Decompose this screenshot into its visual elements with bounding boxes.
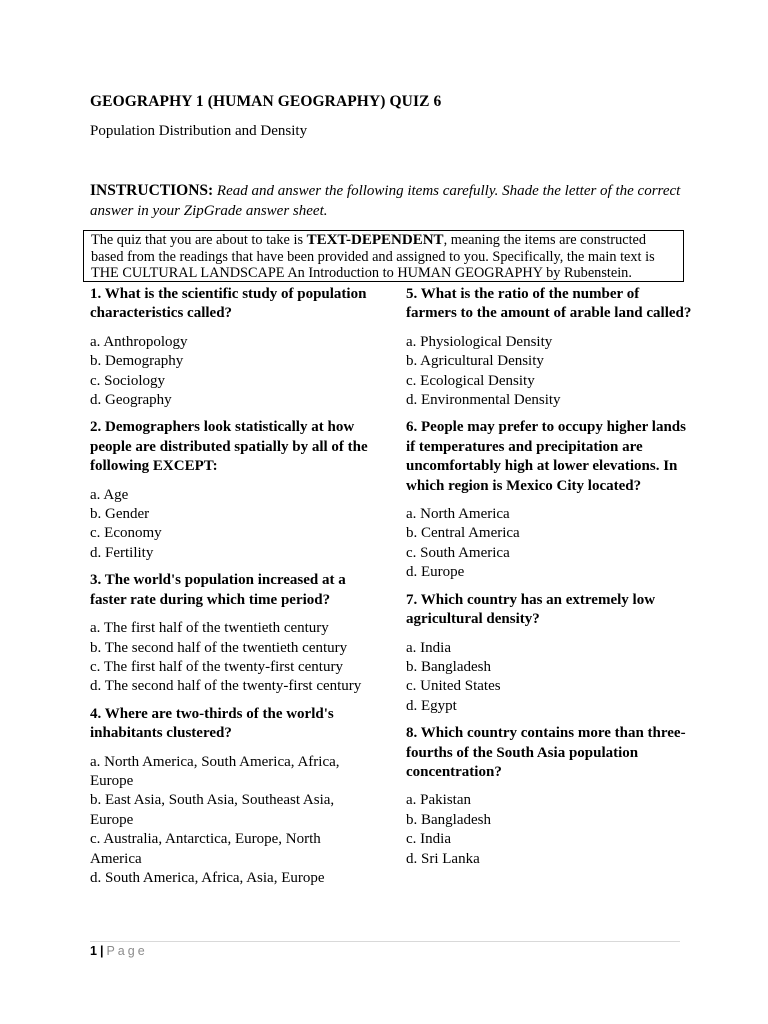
note-text-2: , meaning the items are constructed based from the readings that have been provided and assigned to you. Specifically, the main text is THE CULTURAL LANDSCAPE An Introduction to HUMAN GEOGRAPHY by Rubenstein. [91, 232, 655, 281]
question-text: 1. What is the scientific study of population characteristics called? [90, 286, 367, 322]
option: a. Anthropology [90, 333, 188, 350]
question-5 [406, 285, 692, 410]
option: a. The first half of the twentieth century [90, 620, 329, 637]
option: b. Bangladesh [406, 811, 491, 828]
page-footer [90, 944, 148, 958]
page-number: 1 [90, 944, 97, 958]
question-3 [90, 571, 370, 696]
option: c. Sociology [90, 372, 165, 389]
page-title: GEOGRAPHY 1 (HUMAN GEOGRAPHY) QUIZ 6 [90, 93, 442, 110]
question-8 [406, 724, 692, 869]
option: a. Physiological Density [406, 333, 553, 350]
option: d. Fertility [90, 544, 154, 561]
question-1 [90, 285, 370, 410]
options-list [406, 791, 692, 869]
option: c. Ecological Density [406, 372, 535, 389]
option: b. Bangladesh [406, 658, 491, 675]
option: a. Pakistan [406, 792, 471, 809]
question-text: 7. Which country has an extremely low agricultural density? [406, 591, 656, 628]
footer-divider [90, 941, 680, 942]
options-list [90, 619, 370, 697]
instructions [90, 181, 690, 221]
page-label: Page [106, 944, 148, 958]
page-subtitle: Population Distribution and Density [90, 123, 308, 139]
option: c. United States [406, 678, 501, 695]
right-column [406, 285, 692, 869]
question-text: 6. People may prefer to occupy higher lands if temperatures and precipitation are uncomfortably high at lower elevations. In which region is Mexico City located? [406, 419, 686, 494]
question-text: 5. What is the ratio of the number of farmers to the amount of arable land called? [406, 286, 692, 322]
question-7 [406, 591, 692, 716]
left-column [90, 285, 370, 888]
instructions-text: Read and answer the following items carefully. Shade the letter of the correct answer in your ZipGrade answer sheet. [90, 183, 681, 219]
option: a. Age [90, 486, 129, 503]
footer-separator: | [99, 944, 104, 958]
options-list [406, 639, 692, 717]
option: b. Demography [90, 353, 184, 370]
question-text: 3. The world's population increased at a faster rate during which time period? [90, 572, 346, 608]
option: b. Gender [90, 506, 150, 523]
option: d. Geography [90, 392, 172, 409]
question-text: 2. Demographers look statistically at how people are distributed spatially by all of the following EXCEPT: [90, 419, 368, 475]
option: b. The second half of the twentieth century [90, 639, 348, 656]
option: a. India [406, 639, 451, 656]
options-list [90, 753, 370, 889]
options-list [90, 333, 370, 411]
option: b. Agricultural Density [406, 353, 544, 370]
question-6 [406, 418, 692, 582]
question-text: 8. Which country contains more than three-fourths of the South Asia population concentration? [406, 725, 686, 780]
options-list [90, 486, 370, 564]
options-list [406, 333, 692, 411]
note-text-1: The quiz that you are about to take is [91, 232, 307, 248]
option: d. Sri Lanka [406, 850, 480, 867]
option: c. India [406, 831, 451, 848]
question-2 [90, 418, 370, 563]
note-bold: TEXT-DEPENDENT [306, 232, 444, 248]
option: c. The first half of the twenty-first century [90, 658, 343, 675]
text-dependent-note [83, 230, 684, 282]
option: d. Environmental Density [406, 392, 561, 409]
option: b. East Asia, South Asia, Southeast Asia, Europe [90, 792, 335, 828]
option: d. Egypt [406, 697, 457, 714]
option: a. North America, South America, Africa, Europe [90, 753, 340, 789]
question-4 [90, 705, 370, 889]
instructions-label: INSTRUCTIONS: [90, 182, 214, 199]
question-text: 4. Where are two-thirds of the world's inhabitants clustered? [90, 705, 334, 742]
option: a. North America [406, 506, 510, 523]
option: b. Central America [406, 525, 520, 542]
option: d. Europe [406, 564, 465, 581]
options-list [406, 505, 692, 583]
option: c. Economy [90, 525, 162, 542]
option: c. South America [406, 544, 510, 561]
option: c. Australia, Antarctica, Europe, North America [90, 831, 321, 867]
option: d. South America, Africa, Asia, Europe [90, 869, 325, 886]
option: d. The second half of the twenty-first century [90, 678, 362, 695]
